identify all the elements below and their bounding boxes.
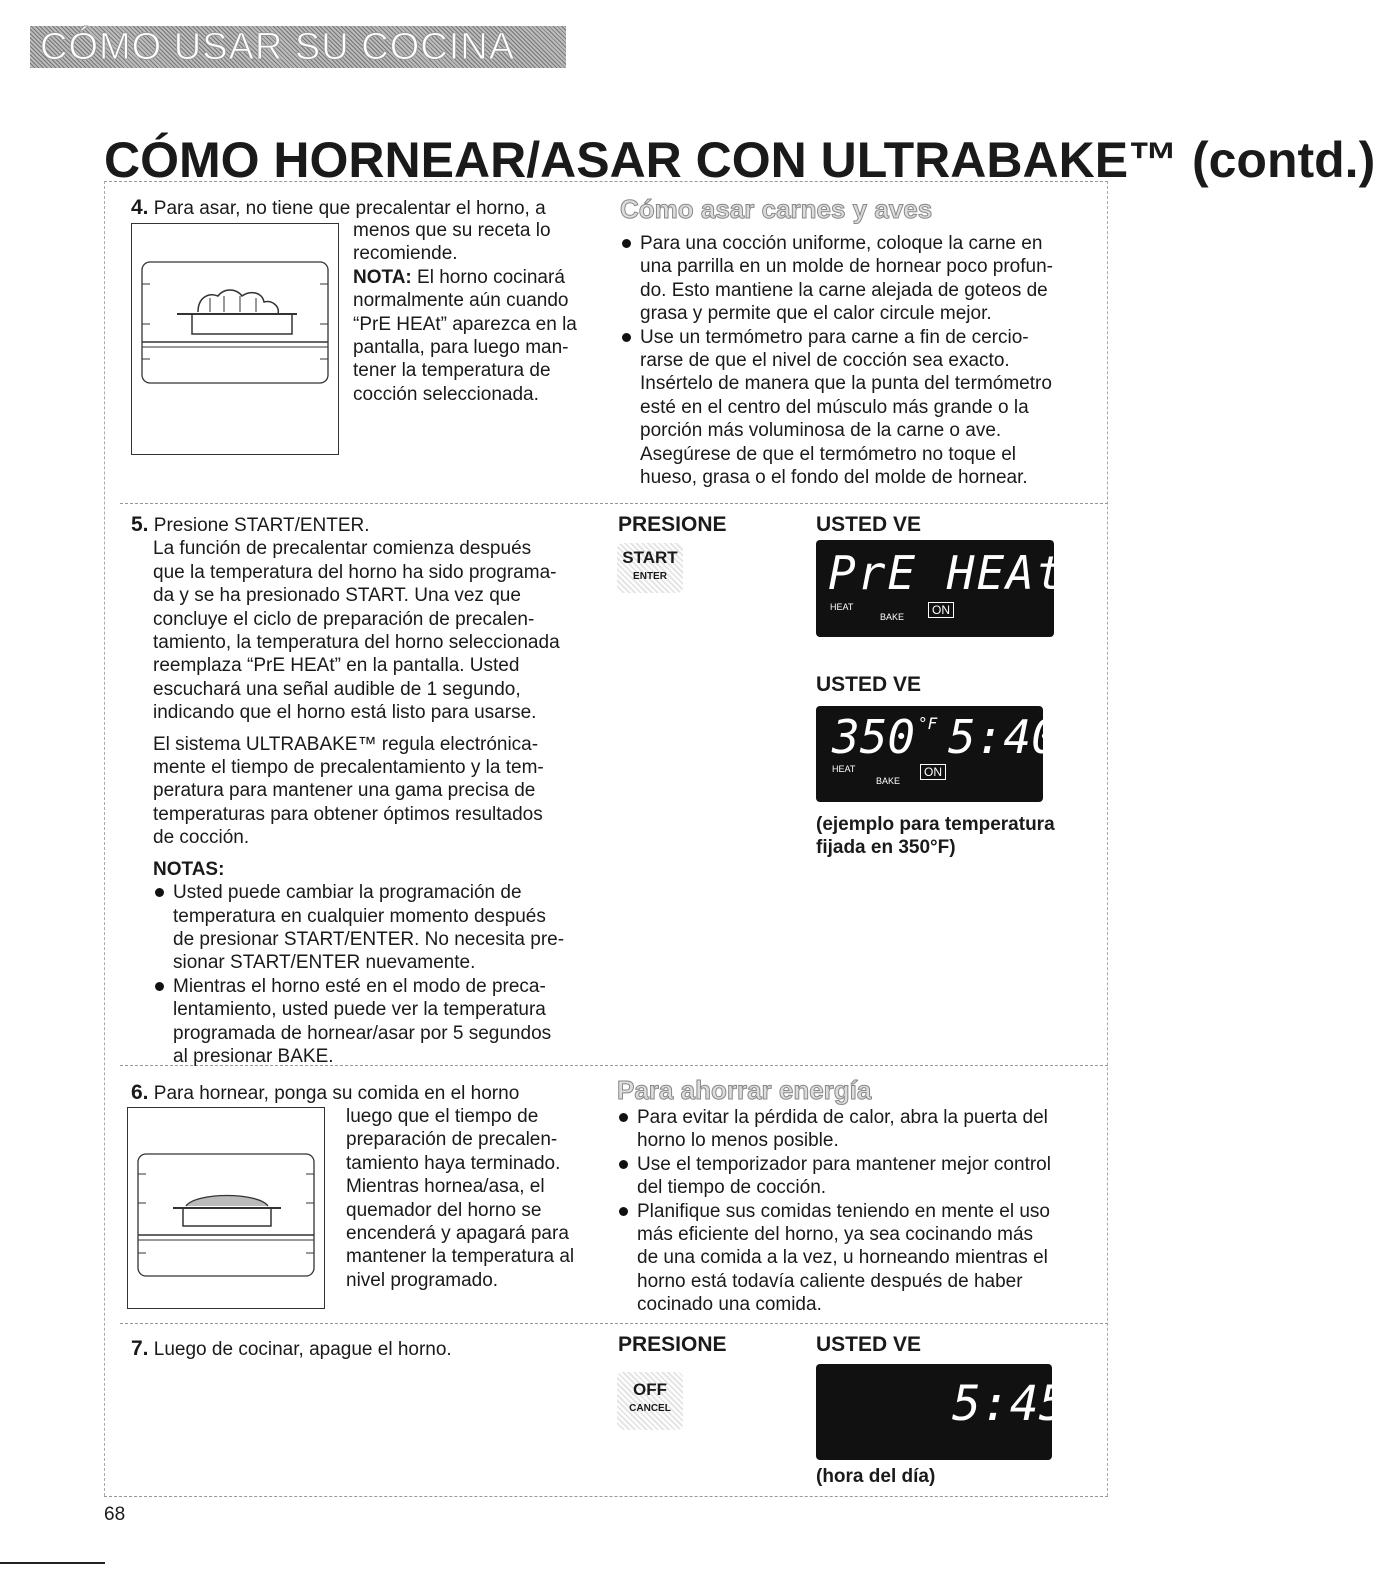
paragraph-line: mente el tiempo de precalentamiento y la tem- — [153, 757, 544, 779]
divider-3 — [120, 1323, 1108, 1324]
bullet-line: esté en el centro del músculo más grande o la — [640, 396, 1029, 418]
step6-line1: Para hornear, ponga su comida en el horno — [153, 1083, 520, 1104]
step6-text-block — [346, 1105, 596, 1292]
on-indicator: ON — [928, 602, 954, 618]
bullet-line: programada de hornear/asar por 5 segundos — [173, 1022, 552, 1044]
step6-line: nivel programado. — [346, 1269, 499, 1291]
bullet-line: lentamiento, usted puede ver la temperatura — [173, 999, 546, 1021]
bake-indicator: BAKE — [880, 612, 905, 622]
bullet-line: temperatura en cualquier momento después — [173, 905, 546, 927]
heat-indicator: HEAT — [832, 764, 856, 774]
list-item — [617, 1153, 1097, 1200]
display-time-value: 5:40 — [948, 710, 1059, 764]
clock-caption: (hora del día) — [816, 1466, 936, 1487]
paragraph-line: peratura para mantener una gama precisa de — [153, 780, 536, 802]
step6-line: preparación de precalen- — [346, 1129, 558, 1151]
step4-line1: Para asar, no tiene que precalentar el horno, a — [153, 198, 546, 219]
key-bottom-label: CANCEL — [629, 1403, 671, 1414]
step5-number: 5. — [131, 513, 149, 536]
bullet-line: Mientras el horno esté en el modo de preca- — [173, 975, 546, 997]
bullet-line: Para evitar la pérdida de calor, abra la puerta del — [637, 1107, 1048, 1128]
step6-line: tamiento haya terminado. — [346, 1152, 561, 1174]
list-item — [153, 881, 606, 975]
nota-label: NOTA: — [353, 266, 412, 288]
paragraph-line: de cocción. — [153, 827, 250, 849]
step6-line: mantener la temperatura al — [346, 1246, 575, 1268]
nota-first: El horno cocinará — [411, 266, 565, 288]
bullet-line: horno está todavía caliente después de haber — [637, 1270, 1023, 1292]
page-title: CÓMO HORNEAR/ASAR CON ULTRABAKE™ (contd.) — [104, 132, 1375, 188]
step7-line — [131, 1337, 452, 1361]
bullet-line: Usted puede cambiar la programación de — [173, 882, 522, 904]
bullet-line: rarse de que el nivel de cocción sea exacto. — [640, 350, 1010, 372]
oven-rack-icon — [132, 224, 338, 454]
oven-pan-icon — [128, 1108, 324, 1308]
bullet-line: Use el temporizador para mantener mejor control — [637, 1153, 1051, 1175]
display-temp-unit: °F — [918, 714, 938, 733]
caption-line: fijada en 350°F) — [816, 837, 956, 858]
key-bottom-label: ENTER — [633, 571, 667, 582]
list-item — [620, 232, 1100, 326]
top-rule — [104, 181, 1108, 182]
bullet-line: Use un termómetro para carne a fin de cercio- — [640, 326, 1029, 348]
step4-nota-line: cocción seleccionada. — [353, 383, 539, 405]
step6-line: Mientras hornea/asa, el — [346, 1176, 545, 1198]
energy-heading: Para ahorrar energía — [617, 1075, 872, 1105]
divider-1 — [120, 503, 1108, 504]
caption-line: (ejemplo para temperatura — [816, 814, 1055, 835]
oven-broil-illustration — [131, 223, 339, 455]
paragraph-line: tamiento, la temperatura del horno seleccionada — [153, 632, 560, 654]
step4-nota-line: normalmente aún cuando — [353, 290, 569, 312]
list-item — [153, 975, 606, 1069]
display-clock-value: 5:45 — [952, 1376, 1068, 1432]
step5-text — [131, 513, 606, 1068]
paragraph-line: escuchará una señal audible de 1 segundo, — [153, 678, 521, 700]
step7-number: 7. — [131, 1337, 149, 1360]
bake-indicator: BAKE — [876, 776, 901, 786]
bullet-line: del tiempo de cocción. — [637, 1177, 827, 1199]
bullet-line: de una comida a la vez, u horneando mientras el — [637, 1247, 1048, 1269]
presione-label: PRESIONE — [618, 1333, 727, 1356]
bullet-line: al presionar BAKE. — [173, 1045, 334, 1067]
section-banner: CÓMO USAR SU COCINA — [40, 26, 516, 68]
step6-number: 6. — [131, 1081, 149, 1104]
energy-bullets — [617, 1106, 1097, 1317]
key-top-label: START — [622, 548, 678, 567]
notas-label: NOTAS: — [153, 858, 225, 880]
bullet-line: Para una cocción uniforme, coloque la carne en — [640, 233, 1043, 254]
bullet-line: hueso, grasa o el fondo del molde de hornear. — [640, 467, 1028, 489]
bullet-line: Insértelo de manera que la punta del termómetro — [640, 373, 1052, 395]
bullet-line: horno lo menos posible. — [637, 1130, 839, 1152]
step4-nota-line: tener la temperatura de — [353, 360, 551, 382]
display-temperature — [816, 706, 1059, 802]
paragraph-line: da y se ha presionado START. Una vez que — [153, 585, 521, 607]
paragraph-line: reemplaza “PrE HEAt” en la pantalla. Usted — [153, 655, 520, 677]
heat-indicator: HEAT — [830, 602, 854, 612]
bullet-line: de presionar START/ENTER. No necesita pre- — [173, 928, 565, 950]
step6-line: luego que el tiempo de — [346, 1106, 539, 1127]
paragraph-line: La función de precalentar comienza después — [153, 538, 532, 560]
left-rule — [104, 181, 105, 1496]
page-number: 68 — [104, 1504, 126, 1525]
paragraph-line: que la temperatura del horno ha sido programa- — [153, 561, 557, 583]
meats-bullets — [620, 232, 1100, 489]
step4-first-line — [131, 196, 601, 220]
right-rule — [1107, 181, 1108, 1496]
meats-heading: Cómo asar carnes y aves — [620, 194, 933, 224]
step4-nota-line: pantalla, para luego man- — [353, 337, 569, 359]
step4-number: 4. — [131, 196, 149, 219]
start-enter-key[interactable] — [617, 543, 683, 593]
bullet-line: sionar START/ENTER nuevamente. — [173, 952, 476, 974]
off-cancel-key[interactable] — [617, 1372, 683, 1430]
usted-ve-label: USTED VE — [816, 1333, 922, 1356]
bullet-line: grasa y permite que el calor circule mejor. — [640, 303, 992, 325]
key-top-label: OFF — [633, 1380, 667, 1399]
paragraph-line: indicando que el horno está listo para usarse. — [153, 702, 537, 724]
step6-line: encenderá y apagará para — [346, 1223, 569, 1245]
bullet-line: más eficiente del horno, ya sea cocinando más — [637, 1224, 1034, 1246]
bottom-rule — [104, 1496, 1108, 1497]
bullet-line: porción más voluminosa de la carne o ave. — [640, 420, 1002, 442]
display-preheat — [816, 540, 1066, 637]
bullet-line: Planifique sus comidas teniendo en mente el uso — [637, 1200, 1050, 1222]
display-temp-value: 350 — [832, 710, 916, 764]
bullet-line: Asegúrese de que el termómetro no toque el — [640, 443, 1017, 465]
step6-first-line — [131, 1081, 519, 1105]
step4-line: recomiende. — [353, 243, 458, 265]
step4-nota — [353, 266, 598, 289]
display-clock — [816, 1364, 1068, 1460]
list-item — [617, 1200, 1097, 1317]
step5-first: Presione START/ENTER. — [148, 515, 370, 536]
display-preheat-text: PrE HEAt — [828, 546, 1066, 600]
step4-nota-line: “PrE HEAt” aparezca en la — [353, 313, 577, 335]
temperature-caption — [816, 813, 1055, 859]
step6-line: quemador del horno se — [346, 1199, 542, 1221]
step7-text: Luego de cocinar, apague el horno. — [148, 1339, 452, 1360]
step4-text-block — [353, 219, 598, 406]
bullet-line: una parrilla en un molde de hornear poco profun- — [640, 256, 1053, 278]
usted-ve-label: USTED VE — [816, 513, 922, 536]
oven-bake-illustration — [127, 1107, 325, 1309]
list-item — [620, 326, 1100, 490]
footer-mark — [0, 1562, 105, 1564]
bullet-line: cocinado una comida. — [637, 1294, 822, 1316]
paragraph-line: El sistema ULTRABAKE™ regula electrónica- — [153, 733, 539, 755]
on-indicator: ON — [920, 764, 946, 780]
list-item — [617, 1106, 1097, 1153]
step4-line: menos que su receta lo — [353, 220, 551, 241]
paragraph-line: temperaturas para obtener óptimos resultados — [153, 803, 543, 825]
bullet-line: do. Esto mantiene la carne alejada de goteos de — [640, 279, 1048, 301]
paragraph-line: concluye el ciclo de preparación de precalen- — [153, 608, 535, 630]
usted-ve-label: USTED VE — [816, 673, 922, 696]
presione-label: PRESIONE — [618, 513, 727, 536]
